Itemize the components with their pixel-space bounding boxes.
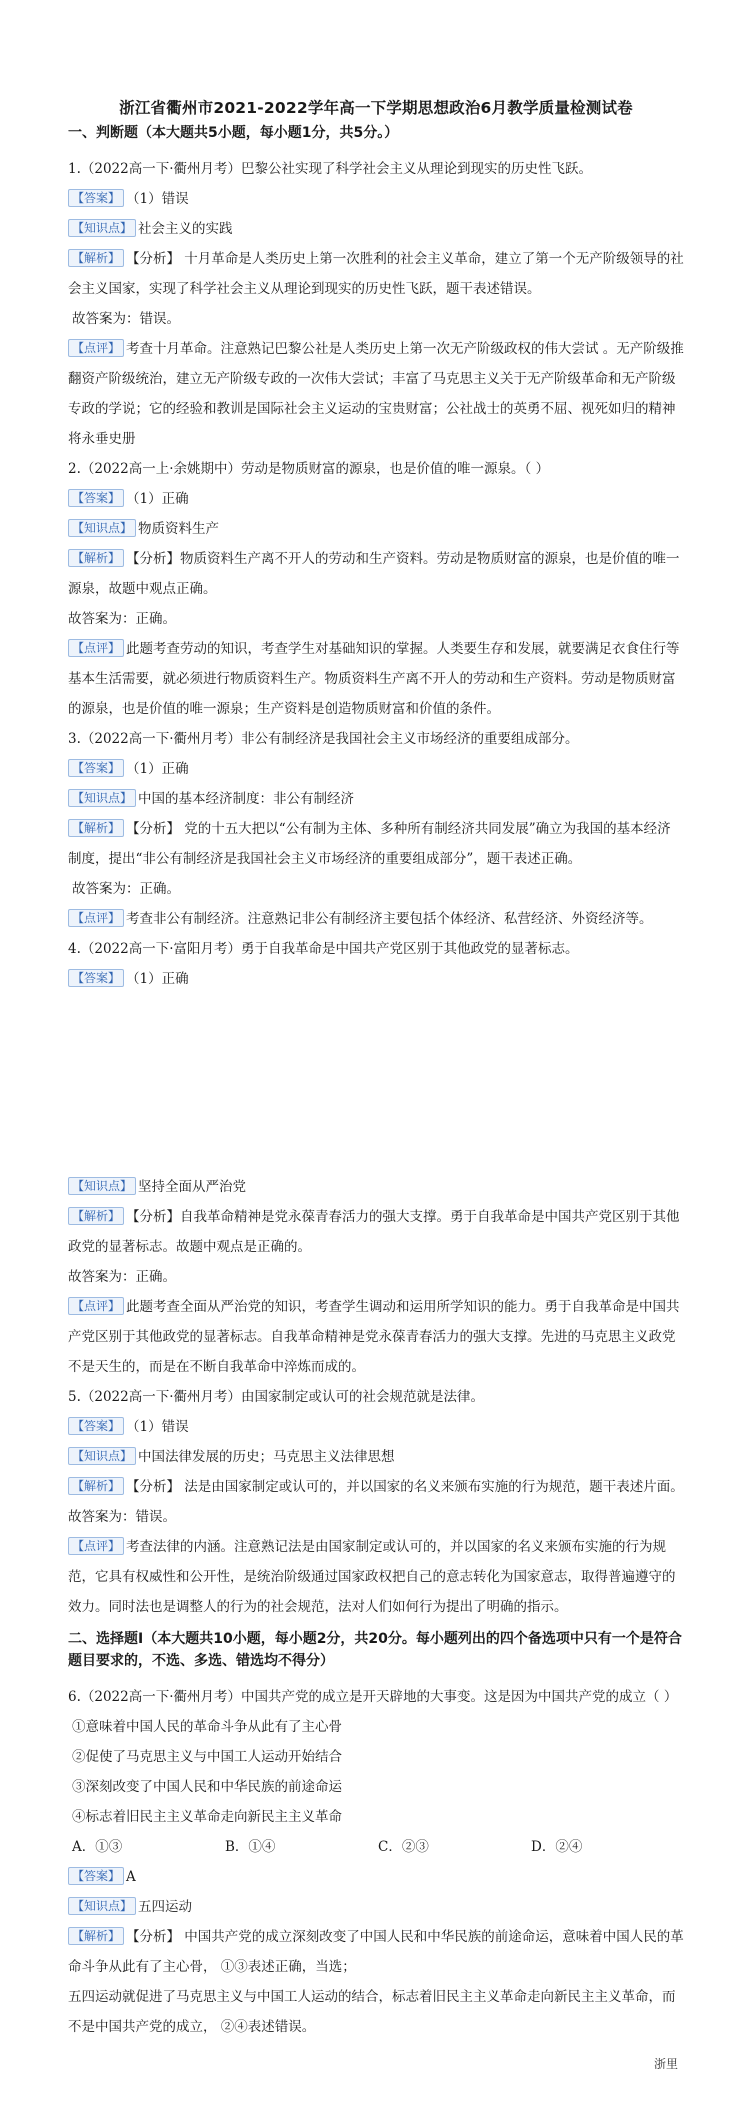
exam-document <box>68 96 684 2042</box>
q5-analysis: 【解析】 【分析】 法是由国家制定或认可的，并以国家的名义来颁布实施的行为规范，题干表述片面。 <box>68 1472 684 1502</box>
q1-analysis: 【解析】 【分析】 十月革命是人类历史上第一次胜利的社会主义革命，建立了第一个无产阶级领导的社会主义国家，实现了科学社会主义从理论到现实的历史性飞跃，题干表述错误。 <box>68 251 684 297</box>
knowledge-tag: 【知识点】 <box>68 1177 136 1195</box>
q6-item: ①意味着中国人民的革命斗争从此有了主心骨 <box>72 1719 342 1735</box>
q1-stem: 1.（2022高一下·衢州月考）巴黎公社实现了科学社会主义从理论到现实的历史性飞跃。 <box>68 161 593 177</box>
q4-analysis: 【解析】 【分析】自我革命精神是党永葆青春活力的强大支撑。勇于自我革命是中国共产党区别于其他政党的显著标志。故题中观点是正确的。 <box>68 1209 680 1255</box>
q5-comment: 【点评】 考查法律的内涵。注意熟记法是由国家制定或认可的，并以国家的名义来颁布实施的行为规范，它具有权威性和公开性，是统治阶级通过国家政权把自己的意志转化为国家意志，取得普遍遵守的效力。同时法也是调整人的行为的社会规范，法对人们如何行为提出了明确的指示。 <box>68 1539 676 1615</box>
answer-tag: 【答案】 <box>68 489 124 507</box>
q6-analysis: 【解析】 【分析】 中国共产党的成立深刻改变了中国人民和中华民族的前途命运，意味着中国人民的革命斗争从此有了主心骨， ①③表述正确，当选； <box>68 1929 684 1975</box>
q5-conclusion: 故答案为：错误。 <box>68 1509 176 1525</box>
q4-stem: 4.（2022高一下·富阳月考）勇于自我革命是中国共产党区别于其他政党的显著标志。 <box>68 941 579 957</box>
comment-tag: 【点评】 <box>68 1297 124 1315</box>
analysis-tag: 【解析】 <box>68 249 124 267</box>
q5-knowledge: 【知识点】 中国法律发展的历史；马克思主义法律思想 <box>68 1442 684 1472</box>
option-d: D．②④ <box>531 1839 583 1855</box>
q5-answer: 【答案】 （1）错误 <box>68 1412 684 1442</box>
q6-item: ③深刻改变了中国人民和中华民族的前途命运 <box>72 1779 342 1795</box>
page-footer: 浙里 <box>653 2057 678 2071</box>
q3-stem: 3.（2022高一下·衢州月考）非公有制经济是我国社会主义市场经济的重要组成部分。 <box>68 731 579 747</box>
answer-tag: 【答案】 <box>68 759 124 777</box>
knowledge-tag: 【知识点】 <box>68 789 136 807</box>
q2-knowledge: 【知识点】 物质资料生产 <box>68 514 684 544</box>
comment-tag: 【点评】 <box>68 1537 124 1555</box>
knowledge-tag: 【知识点】 <box>68 219 136 237</box>
q6-answer: 【答案】 A <box>68 1862 684 1892</box>
comment-tag: 【点评】 <box>68 909 124 927</box>
q1-answer: 【答案】 （1）错误 <box>68 184 684 214</box>
q2-conclusion: 故答案为：正确。 <box>68 611 176 627</box>
q3-answer: 【答案】 （1）正确 <box>68 754 684 784</box>
blank-space <box>68 994 684 1172</box>
q6-stem: 6.（2022高一下·衢州月考）中国共产党的成立是开天辟地的大事变。这是因为中国共产党的成立（ ） <box>68 1689 678 1705</box>
answer-tag: 【答案】 <box>68 969 124 987</box>
q1-knowledge: 【知识点】 社会主义的实践 <box>68 214 684 244</box>
knowledge-tag: 【知识点】 <box>68 1447 136 1465</box>
q3-conclusion: 故答案为：正确。 <box>72 881 180 897</box>
answer-tag: 【答案】 <box>68 189 124 207</box>
q4-answer: 【答案】 （1）正确 <box>68 964 684 994</box>
answer-tag: 【答案】 <box>68 1867 124 1885</box>
comment-tag: 【点评】 <box>68 339 124 357</box>
q4-comment: 【点评】 此题考查全面从严治党的知识，考查学生调动和运用所学知识的能力。勇于自我革命是中国共产党区别于其他政党的显著标志。自我革命精神是党永葆青春活力的强大支撑。先进的马克思主义政党不是天生的，而是在不断自我革命中淬炼而成的。 <box>68 1299 680 1375</box>
analysis-tag: 【解析】 <box>68 1207 124 1225</box>
knowledge-tag: 【知识点】 <box>68 1897 136 1915</box>
q3-knowledge: 【知识点】 中国的基本经济制度：非公有制经济 <box>68 784 684 814</box>
section-heading-choice: 二、选择题Ⅰ（本大题共10小题，每小题2分，共20分。每小题列出的四个备选项中只有一个是符合题目要求的，不选、多选、错选均不得分） <box>68 1631 682 1669</box>
analysis-tag: 【解析】 <box>68 1927 124 1945</box>
q1-comment: 【点评】 考查十月革命。注意熟记巴黎公社是人类历史上第一次无产阶级政权的伟大尝试 。无产阶级推翻资产阶级统治，建立无产阶级专政的一次伟大尝试；丰富了马克思主义关于无产阶级革命和无产阶级专政的学说；它的经验和教训是国际社会主义运动的宝贵财富；公社战士的英勇不屈、视死如归的精神将永垂史册 <box>68 341 684 447</box>
q3-comment: 【点评】 考查非公有制经济。注意熟记非公有制经济主要包括个体经济、私营经济、外资经济等。 <box>68 904 684 934</box>
q3-analysis: 【解析】 【分析】 党的十五大把以“公有制为主体、多种所有制经济共同发展”确立为我国的基本经济制度，提出“非公有制经济是我国社会主义市场经济的重要组成部分”，题干表述正确。 <box>68 821 671 867</box>
q4-conclusion: 故答案为：正确。 <box>68 1269 176 1285</box>
q2-analysis: 【解析】 【分析】物质资料生产离不开人的劳动和生产资料。劳动是物质财富的源泉，也是价值的唯一源泉，故题中观点正确。 <box>68 551 680 597</box>
answer-tag: 【答案】 <box>68 1417 124 1435</box>
analysis-tag: 【解析】 <box>68 549 124 567</box>
analysis-tag: 【解析】 <box>68 1477 124 1495</box>
q6-item: ②促使了马克思主义与中国工人运动开始结合 <box>72 1749 342 1765</box>
q4-knowledge: 【知识点】 坚持全面从严治党 <box>68 1172 684 1202</box>
q6-analysis-continued: 五四运动就促进了马克思主义与中国工人运动的结合，标志着旧民主主义革命走向新民主主义革命，而不是中国共产党的成立， ②④表述错误。 <box>68 1989 676 2035</box>
comment-tag: 【点评】 <box>68 639 124 657</box>
q5-stem: 5.（2022高一下·衢州月考）由国家制定或认可的社会规范就是法律。 <box>68 1389 485 1405</box>
q6-options <box>68 1832 684 1862</box>
option-a: A．①③ <box>72 1839 123 1855</box>
q6-knowledge: 【知识点】 五四运动 <box>68 1892 684 1922</box>
section-heading-judgement: 一、判断题（本大题共5小题，每小题1分，共5分。） <box>68 125 399 141</box>
option-b: B．①④ <box>225 1839 276 1855</box>
knowledge-tag: 【知识点】 <box>68 519 136 537</box>
q1-conclusion: 故答案为：错误。 <box>72 311 180 327</box>
q2-stem: 2.（2022高一上·余姚期中）劳动是物质财富的源泉，也是价值的唯一源泉。（ ） <box>68 461 550 477</box>
q2-answer: 【答案】 （1）正确 <box>68 484 684 514</box>
page-title: 浙江省衢州市2021-2022学年高一下学期思想政治6月教学质量检测试卷 <box>119 99 633 117</box>
analysis-tag: 【解析】 <box>68 819 124 837</box>
q2-comment: 【点评】 此题考查劳动的知识，考查学生对基础知识的掌握。人类要生存和发展，就要满足衣食住行等基本生活需要，就必须进行物质资料生产。物质资料生产离不开人的劳动和生产资料。劳动是物质财富的源泉，也是价值的唯一源泉；生产资料是创造物质财富和价值的条件。 <box>68 641 680 717</box>
option-c: C．②③ <box>378 1839 429 1855</box>
q6-item: ④标志着旧民主主义革命走向新民主主义革命 <box>72 1809 342 1825</box>
